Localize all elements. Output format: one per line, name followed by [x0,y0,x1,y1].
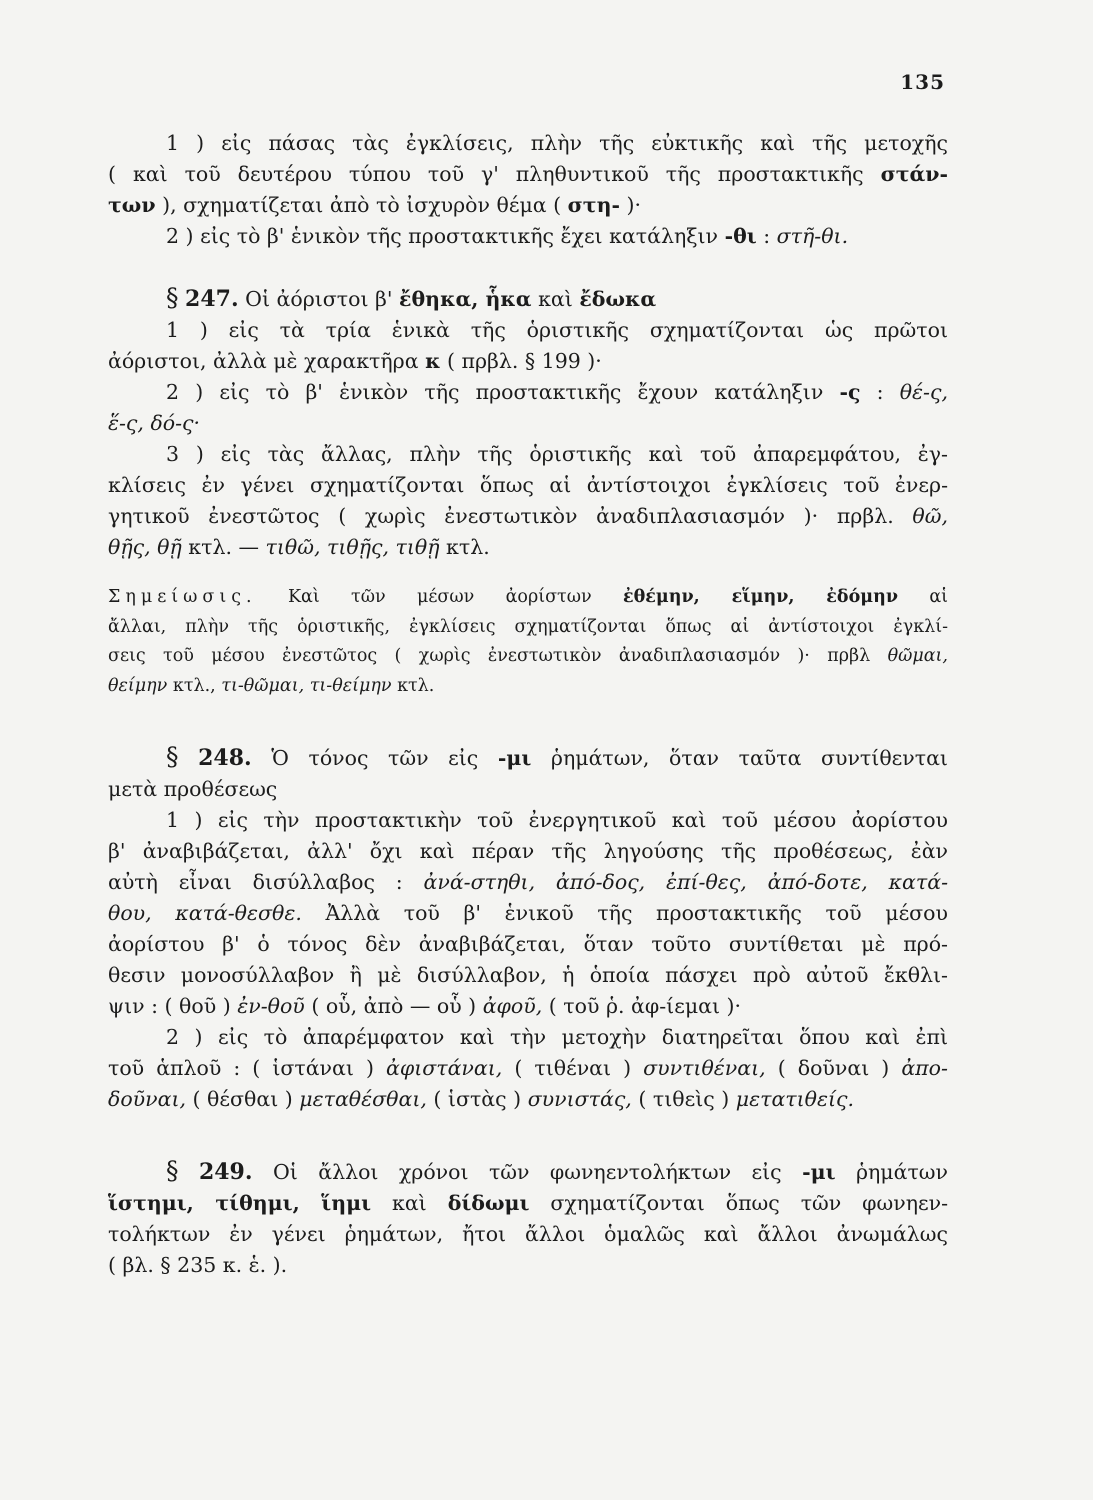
note-line-1: Σημείωσις. Καὶ τῶν μέσων ἀορίστων ἐθέμην, εἵμην, ἐδόμην αἱ [108,587,948,607]
main-text [108,128,948,1281]
section-249-line-3: τολήκτων ἐν γένει ῥημάτων, ἤτοι ἄλλοι ὁμαλῶς καὶ ἄλλοι ἀνωμάλως [108,1222,948,1246]
rule-248-1-line-4: θου, κατά-θεσθε. Ἀλλὰ τοῦ β' ἑνικοῦ τῆς προστακτικῆς τοῦ μέσου [108,901,948,925]
rule-246-1-line-3: των ), σχηματίζεται ἀπὸ τὸ ἰσχυρὸν θέμα ( στη- )· [108,193,642,217]
rule-248-1-line-6: θεσιν μονοσύλλαβον ἢ μὲ δισύλλαβον, ἡ ὁποία πάσχει πρὸ αὐτοῦ ἔκθλι- [108,963,948,987]
note-block [108,583,948,701]
section-249-line-2: ἵστημι, τίθημι, ἵημι καὶ δίδωμι σχηματίζονται ὅπως τῶν φωνηεν- [108,1191,948,1215]
note-line-4: θείμην κτλ., τι-θῶμαι, τι-θείμην κτλ. [108,675,435,696]
page-number: 135 [900,70,945,94]
rule-247-3-line-2: κλίσεις ἐν γένει σχηματίζονται ὅπως αἱ ἀντίστοιχοι ἐγκλίσεις τοῦ ἐνερ- [108,473,948,497]
rule-247-2-line-1: 2 ) εἰς τὸ β' ἑνικὸν τῆς προστακτικῆς ἔχουν κατάληξιν -ς : θέ-ς, [166,380,948,404]
rule-246-1-line-2: ( καὶ τοῦ δευτέρου τύπου τοῦ γ' πληθυντικοῦ τῆς προστακτικῆς στάν- [108,162,948,186]
rule-247-3-line-3: γητικοῦ ἐνεστῶτος ( χωρὶς ἐνεστωτικὸν ἀναδιπλασιασμόν )· πρβλ. θῶ, [108,504,948,528]
rule-248-2-line-1: 2 ) εἰς τὸ ἀπαρέμφατον καὶ τὴν μετοχὴν διατηρεῖται ὅπου καὶ ἐπὶ [166,1025,948,1049]
rule-247-1-line-2: ἀόριστοι, ἀλλὰ μὲ χαρακτῆρα κ ( πρβλ. § 199 )· [108,349,602,373]
rule-248-1-line-3: αὐτὴ εἶναι δισύλλαβος : ἀνά-στηθι, ἀπό-δος, ἐπί-θες, ἀπό-δοτε, κατά- [108,870,948,894]
rule-247-3-line-1: 3 ) εἰς τὰς ἄλλας, πλὴν τῆς ὁριστικῆς καὶ τοῦ ἀπαρεμφάτου, ἐγ- [166,442,948,466]
rule-246-2: 2 ) εἰς τὸ β' ἑνικὸν τῆς προστακτικῆς ἔχει κατάληξιν -θι : στῆ-θι. [166,224,849,248]
rule-248-1-line-2: β' ἀναβιβάζεται, ἀλλ' ὄχι καὶ πέραν τῆς ληγούσης τῆς προθέσεως, ἐὰν [108,839,948,863]
section-248-heading: § 248. Ὁ τόνος τῶν εἰς -μι ῥημάτων, ὅταν ταῦτα συντίθενται [166,742,948,771]
note-line-2: ἄλλαι, πλὴν τῆς ὁριστικῆς, ἐγκλίσεις σχηματίζονται ὅπως αἱ ἀντίστοιχοι ἐγκλί- [108,616,948,637]
rule-247-3-line-4: θῇς, θῇ κτλ. — τιθῶ, τιθῇς, τιθῇ κτλ. [108,535,490,559]
section-248-heading-cont: μετὰ προθέσεως [108,777,278,801]
note-line-3: σεις τοῦ μέσου ἐνεστῶτος ( χωρὶς ἐνεστωτικὸν ἀναδιπλασιασμόν )· πρβλ θῶμαι, [108,646,948,666]
rule-248-1-line-5: ἀορίστου β' ὁ τόνος δὲν ἀναβιβάζεται, ὅταν τοῦτο συντίθεται μὲ πρό- [108,932,948,956]
rule-248-1-line-1: 1 ) εἰς τὴν προστακτικὴν τοῦ ἐνεργητικοῦ καὶ τοῦ μέσου ἀορίστου [166,808,948,832]
rule-247-2-line-2: ἕ-ς, δό-ς· [108,411,201,435]
rule-248-2-line-3: δοῦναι, ( θέσθαι ) μεταθέσθαι, ( ἱστὰς ) συνιστάς, ( τιθεὶς ) μετατιθείς. [108,1087,855,1111]
section-249-line-4: ( βλ. § 235 κ. ἑ. ). [108,1253,288,1277]
rule-248-1-line-7: ψιν : ( θοῦ ) ἐν-θοῦ ( οὗ, ἀπὸ — οὗ ) ἀφοῦ, ( τοῦ ῥ. ἀφ-ίεμαι )· [108,994,742,1018]
rule-247-1-line-1: 1 ) εἰς τὰ τρία ἑνικὰ τῆς ὁριστικῆς σχηματίζονται ὡς πρῶτοι [166,318,948,342]
rule-248-2-line-2: τοῦ ἁπλοῦ : ( ἱστάναι ) ἀφιστάναι, ( τιθέναι ) συντιθέναι, ( δοῦναι ) ἀπο- [108,1056,948,1080]
section-249-heading: § 249. Οἱ ἄλλοι χρόνοι τῶν φωνηεντολήκτων εἰς -μι ῥημάτων [166,1156,948,1185]
section-247-heading: § 247. Οἱ ἀόριστοι β' ἔθηκα, ἧκα καὶ ἔδωκα [166,283,657,312]
rule-246-1-line-1: 1 ) εἰς πάσας τὰς ἐγκλίσεις, πλὴν τῆς εὐκτικῆς καὶ τῆς μετοχῆς [166,131,948,155]
bold-form: στάν- [880,162,948,186]
